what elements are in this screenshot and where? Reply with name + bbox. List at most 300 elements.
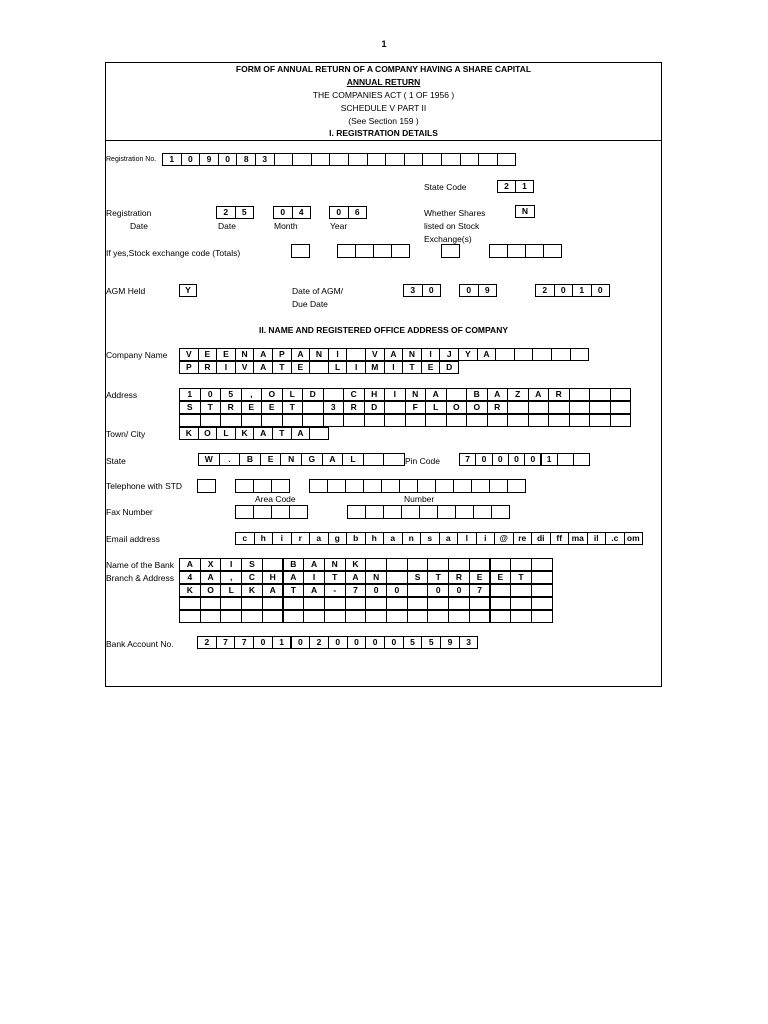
character-box[interactable] <box>589 401 611 414</box>
character-box[interactable] <box>528 414 550 427</box>
character-box[interactable] <box>363 453 385 466</box>
character-box[interactable] <box>283 610 305 623</box>
character-box[interactable] <box>448 610 470 623</box>
character-box[interactable]: di <box>531 532 551 545</box>
telephone-area-box[interactable] <box>271 479 290 493</box>
character-box[interactable]: I <box>384 361 404 374</box>
character-box[interactable]: O <box>261 388 283 401</box>
fax-area-box[interactable] <box>289 505 308 519</box>
character-box[interactable] <box>386 571 408 584</box>
character-box[interactable]: I <box>384 388 406 401</box>
telephone-number-box[interactable] <box>507 479 526 493</box>
character-box[interactable]: C <box>241 571 263 584</box>
character-box[interactable] <box>427 610 449 623</box>
character-box[interactable]: F <box>405 401 427 414</box>
character-box[interactable]: 0 <box>291 636 311 649</box>
character-box[interactable]: N <box>235 348 255 361</box>
character-box[interactable]: il <box>587 532 607 545</box>
character-box[interactable] <box>548 401 570 414</box>
character-box[interactable]: I <box>216 361 236 374</box>
character-box[interactable] <box>311 153 331 166</box>
character-box[interactable]: n <box>402 532 422 545</box>
character-box[interactable]: O <box>198 427 218 440</box>
character-box[interactable] <box>570 348 590 361</box>
stock-exchange-box[interactable] <box>507 244 526 258</box>
telephone-number-box[interactable] <box>327 479 346 493</box>
character-box[interactable]: E <box>469 571 491 584</box>
fax-area-box[interactable] <box>253 505 272 519</box>
character-box[interactable]: ff <box>550 532 570 545</box>
character-box[interactable] <box>179 414 201 427</box>
stock-exchange-box[interactable] <box>489 244 508 258</box>
character-box[interactable]: A <box>384 348 404 361</box>
telephone-number-box[interactable] <box>435 479 454 493</box>
character-box[interactable] <box>466 414 488 427</box>
character-box[interactable]: 1 <box>515 180 534 193</box>
character-box[interactable] <box>200 414 222 427</box>
character-box[interactable]: E <box>291 361 311 374</box>
character-box[interactable]: K <box>235 427 255 440</box>
telephone-number-box[interactable] <box>471 479 490 493</box>
character-box[interactable] <box>303 610 325 623</box>
stock-exchange-box[interactable] <box>373 244 392 258</box>
shares-listed-value[interactable]: N <box>515 205 535 218</box>
character-box[interactable]: , <box>220 571 242 584</box>
character-box[interactable] <box>261 414 283 427</box>
character-box[interactable] <box>220 610 242 623</box>
character-box[interactable] <box>448 558 470 571</box>
character-box[interactable]: g <box>328 532 348 545</box>
character-box[interactable]: 7 <box>459 453 476 466</box>
character-box[interactable] <box>478 153 498 166</box>
character-box[interactable]: T <box>282 401 304 414</box>
character-box[interactable] <box>469 558 491 571</box>
telephone-area-box[interactable] <box>253 479 272 493</box>
character-box[interactable]: 0 <box>508 453 525 466</box>
fax-number-box[interactable] <box>473 505 492 519</box>
character-box[interactable] <box>303 597 325 610</box>
character-box[interactable]: A <box>487 388 509 401</box>
telephone-number-box[interactable] <box>381 479 400 493</box>
character-box[interactable]: .c <box>605 532 625 545</box>
stock-exchange-box[interactable] <box>391 244 410 258</box>
character-box[interactable]: V <box>365 348 385 361</box>
character-box[interactable] <box>407 558 429 571</box>
stock-exchange-box[interactable] <box>291 244 310 258</box>
telephone-number-box[interactable] <box>489 479 508 493</box>
character-box[interactable] <box>384 414 406 427</box>
character-box[interactable]: 1 <box>572 284 592 297</box>
character-box[interactable]: 4 <box>179 571 201 584</box>
character-box[interactable]: A <box>322 453 344 466</box>
character-box[interactable]: V <box>179 348 199 361</box>
character-box[interactable] <box>551 348 571 361</box>
character-box[interactable]: 2 <box>535 284 555 297</box>
character-box[interactable]: I <box>421 348 441 361</box>
character-box[interactable] <box>302 414 324 427</box>
character-box[interactable]: 0 <box>492 453 509 466</box>
character-box[interactable] <box>407 597 429 610</box>
character-box[interactable] <box>179 610 201 623</box>
character-box[interactable] <box>425 414 447 427</box>
character-box[interactable]: A <box>200 571 222 584</box>
character-box[interactable]: 8 <box>236 153 256 166</box>
character-box[interactable]: A <box>528 388 550 401</box>
character-box[interactable] <box>179 597 201 610</box>
character-box[interactable]: 7 <box>345 584 367 597</box>
character-box[interactable] <box>531 584 553 597</box>
character-box[interactable]: @ <box>494 532 514 545</box>
character-box[interactable]: T <box>200 401 222 414</box>
character-box[interactable]: B <box>283 558 305 571</box>
character-box[interactable] <box>573 453 590 466</box>
character-box[interactable]: 0 <box>329 206 349 219</box>
character-box[interactable] <box>404 153 424 166</box>
fax-area-box[interactable] <box>271 505 290 519</box>
character-box[interactable] <box>383 453 405 466</box>
character-box[interactable]: h <box>254 532 274 545</box>
fax-number-box[interactable] <box>401 505 420 519</box>
character-box[interactable]: H <box>364 388 386 401</box>
character-box[interactable]: b <box>346 532 366 545</box>
agm-held-value[interactable]: Y <box>179 284 197 297</box>
character-box[interactable]: 0 <box>422 284 442 297</box>
character-box[interactable] <box>469 610 491 623</box>
character-box[interactable]: re <box>513 532 533 545</box>
character-box[interactable]: 1 <box>272 636 292 649</box>
character-box[interactable]: 0 <box>181 153 201 166</box>
character-box[interactable] <box>343 414 365 427</box>
fax-number-box[interactable] <box>455 505 474 519</box>
character-box[interactable]: A <box>291 348 311 361</box>
character-box[interactable]: L <box>282 388 304 401</box>
character-box[interactable] <box>610 401 632 414</box>
character-box[interactable]: a <box>383 532 403 545</box>
character-box[interactable]: R <box>220 401 242 414</box>
character-box[interactable]: l <box>457 532 477 545</box>
character-box[interactable]: A <box>253 427 273 440</box>
character-box[interactable] <box>345 610 367 623</box>
character-box[interactable] <box>407 610 429 623</box>
character-box[interactable] <box>569 414 591 427</box>
character-box[interactable] <box>323 414 345 427</box>
stock-exchange-box[interactable] <box>355 244 374 258</box>
character-box[interactable]: a <box>309 532 329 545</box>
character-box[interactable]: - <box>324 584 346 597</box>
character-box[interactable] <box>507 401 529 414</box>
character-box[interactable]: 0 <box>524 453 541 466</box>
character-box[interactable]: 5 <box>421 636 441 649</box>
character-box[interactable] <box>241 597 263 610</box>
character-box[interactable] <box>507 414 529 427</box>
character-box[interactable] <box>490 584 512 597</box>
character-box[interactable] <box>386 597 408 610</box>
character-box[interactable] <box>384 401 406 414</box>
character-box[interactable] <box>386 558 408 571</box>
character-box[interactable] <box>241 414 263 427</box>
character-box[interactable] <box>446 388 468 401</box>
character-box[interactable]: S <box>241 558 263 571</box>
character-box[interactable] <box>490 597 512 610</box>
character-box[interactable] <box>241 610 263 623</box>
character-box[interactable]: E <box>490 571 512 584</box>
character-box[interactable]: R <box>448 571 470 584</box>
character-box[interactable] <box>309 427 329 440</box>
character-box[interactable]: 0 <box>448 584 470 597</box>
character-box[interactable]: A <box>253 361 273 374</box>
character-box[interactable] <box>532 348 552 361</box>
character-box[interactable]: R <box>343 401 365 414</box>
stock-exchange-box[interactable] <box>525 244 544 258</box>
character-box[interactable] <box>528 401 550 414</box>
character-box[interactable]: K <box>179 427 199 440</box>
character-box[interactable]: 0 <box>475 453 492 466</box>
character-box[interactable] <box>510 597 532 610</box>
character-box[interactable]: Z <box>507 388 529 401</box>
character-box[interactable]: 0 <box>365 636 385 649</box>
character-box[interactable]: 2 <box>497 180 516 193</box>
character-box[interactable] <box>262 558 284 571</box>
character-box[interactable] <box>422 153 442 166</box>
character-box[interactable]: E <box>260 453 282 466</box>
character-box[interactable] <box>514 348 534 361</box>
character-box[interactable]: T <box>272 427 292 440</box>
character-box[interactable]: T <box>402 361 422 374</box>
character-box[interactable] <box>589 388 611 401</box>
character-box[interactable]: L <box>328 361 348 374</box>
character-box[interactable] <box>510 558 532 571</box>
character-box[interactable] <box>329 153 349 166</box>
character-box[interactable]: M <box>365 361 385 374</box>
telephone-number-box[interactable] <box>309 479 328 493</box>
character-box[interactable] <box>448 597 470 610</box>
character-box[interactable] <box>490 610 512 623</box>
character-box[interactable]: Y <box>458 348 478 361</box>
character-box[interactable]: s <box>420 532 440 545</box>
character-box[interactable]: 0 <box>384 636 404 649</box>
character-box[interactable] <box>348 153 368 166</box>
character-box[interactable]: 7 <box>469 584 491 597</box>
character-box[interactable]: A <box>345 571 367 584</box>
character-box[interactable]: V <box>235 361 255 374</box>
telephone-number-box[interactable] <box>363 479 382 493</box>
character-box[interactable]: a <box>439 532 459 545</box>
character-box[interactable]: 7 <box>234 636 254 649</box>
stock-exchange-box[interactable] <box>337 244 356 258</box>
character-box[interactable]: S <box>179 401 201 414</box>
character-box[interactable]: 5 <box>403 636 423 649</box>
character-box[interactable]: N <box>280 453 302 466</box>
character-box[interactable]: h <box>365 532 385 545</box>
character-box[interactable] <box>531 571 553 584</box>
character-box[interactable]: 3 <box>255 153 275 166</box>
telephone-number-box[interactable] <box>399 479 418 493</box>
character-box[interactable] <box>490 558 512 571</box>
character-box[interactable]: I <box>220 558 242 571</box>
character-box[interactable] <box>386 610 408 623</box>
character-box[interactable]: B <box>239 453 261 466</box>
character-box[interactable]: r <box>291 532 311 545</box>
character-box[interactable]: 0 <box>427 584 449 597</box>
character-box[interactable]: R <box>198 361 218 374</box>
character-box[interactable]: S <box>407 571 429 584</box>
character-box[interactable] <box>569 401 591 414</box>
character-box[interactable]: i <box>476 532 496 545</box>
character-box[interactable]: 5 <box>235 206 255 219</box>
character-box[interactable]: 9 <box>478 284 498 297</box>
character-box[interactable]: 0 <box>253 636 273 649</box>
character-box[interactable] <box>367 153 387 166</box>
character-box[interactable]: T <box>272 361 292 374</box>
character-box[interactable] <box>531 558 553 571</box>
character-box[interactable] <box>569 388 591 401</box>
character-box[interactable] <box>497 153 517 166</box>
character-box[interactable]: I <box>346 361 366 374</box>
character-box[interactable]: N <box>405 388 427 401</box>
character-box[interactable] <box>345 597 367 610</box>
fax-number-box[interactable] <box>437 505 456 519</box>
character-box[interactable] <box>427 597 449 610</box>
character-box[interactable] <box>292 153 312 166</box>
character-box[interactable]: O <box>200 584 222 597</box>
character-box[interactable]: O <box>466 401 488 414</box>
character-box[interactable]: J <box>439 348 459 361</box>
character-box[interactable]: C <box>343 388 365 401</box>
character-box[interactable]: 1 <box>162 153 182 166</box>
character-box[interactable]: E <box>216 348 236 361</box>
character-box[interactable]: I <box>303 571 325 584</box>
character-box[interactable]: H <box>262 571 284 584</box>
character-box[interactable]: P <box>179 361 199 374</box>
stock-exchange-box[interactable] <box>441 244 460 258</box>
character-box[interactable] <box>365 558 387 571</box>
character-box[interactable] <box>365 610 387 623</box>
character-box[interactable]: I <box>328 348 348 361</box>
character-box[interactable]: 2 <box>309 636 329 649</box>
character-box[interactable] <box>323 388 345 401</box>
character-box[interactable]: 0 <box>347 636 367 649</box>
fax-number-box[interactable] <box>419 505 438 519</box>
character-box[interactable]: N <box>365 571 387 584</box>
character-box[interactable]: T <box>283 584 305 597</box>
character-box[interactable] <box>274 153 294 166</box>
character-box[interactable]: R <box>548 388 570 401</box>
character-box[interactable]: N <box>309 348 329 361</box>
character-box[interactable]: 0 <box>365 584 387 597</box>
character-box[interactable] <box>487 414 509 427</box>
character-box[interactable] <box>364 414 386 427</box>
character-box[interactable] <box>531 597 553 610</box>
character-box[interactable] <box>589 414 611 427</box>
character-box[interactable] <box>548 414 570 427</box>
character-box[interactable]: A <box>262 584 284 597</box>
stock-exchange-box[interactable] <box>543 244 562 258</box>
character-box[interactable] <box>283 597 305 610</box>
character-box[interactable] <box>441 153 461 166</box>
character-box[interactable]: 3 <box>459 636 479 649</box>
character-box[interactable] <box>469 597 491 610</box>
character-box[interactable]: D <box>302 388 324 401</box>
character-box[interactable]: T <box>510 571 532 584</box>
fax-number-box[interactable] <box>347 505 366 519</box>
character-box[interactable]: , <box>241 388 263 401</box>
telephone-number-box[interactable] <box>453 479 472 493</box>
telephone-number-box[interactable] <box>417 479 436 493</box>
character-box[interactable]: L <box>425 401 447 414</box>
character-box[interactable]: E <box>241 401 263 414</box>
character-box[interactable]: N <box>402 348 422 361</box>
character-box[interactable]: R <box>487 401 509 414</box>
character-box[interactable]: A <box>253 348 273 361</box>
character-box[interactable] <box>200 610 222 623</box>
character-box[interactable] <box>510 610 532 623</box>
character-box[interactable]: 0 <box>328 636 348 649</box>
character-box[interactable]: A <box>291 427 311 440</box>
character-box[interactable]: A <box>303 584 325 597</box>
character-box[interactable]: 1 <box>541 453 558 466</box>
character-box[interactable]: A <box>425 388 447 401</box>
character-box[interactable]: L <box>342 453 364 466</box>
telephone-area-box[interactable] <box>235 479 254 493</box>
fax-number-box[interactable] <box>491 505 510 519</box>
character-box[interactable]: 3 <box>323 401 345 414</box>
character-box[interactable]: E <box>421 361 441 374</box>
character-box[interactable]: O <box>446 401 468 414</box>
character-box[interactable]: 0 <box>554 284 574 297</box>
character-box[interactable]: L <box>220 584 242 597</box>
character-box[interactable]: T <box>427 571 449 584</box>
fax-number-box[interactable] <box>383 505 402 519</box>
character-box[interactable] <box>531 610 553 623</box>
character-box[interactable]: 3 <box>403 284 423 297</box>
character-box[interactable] <box>405 414 427 427</box>
character-box[interactable]: D <box>439 361 459 374</box>
character-box[interactable]: A <box>179 558 201 571</box>
character-box[interactable]: A <box>283 571 305 584</box>
character-box[interactable]: A <box>303 558 325 571</box>
character-box[interactable]: 0 <box>459 284 479 297</box>
character-box[interactable]: K <box>179 584 201 597</box>
character-box[interactable]: K <box>345 558 367 571</box>
character-box[interactable] <box>346 348 366 361</box>
character-box[interactable]: i <box>272 532 292 545</box>
character-box[interactable]: K <box>241 584 263 597</box>
character-box[interactable]: 2 <box>216 206 236 219</box>
character-box[interactable]: G <box>301 453 323 466</box>
character-box[interactable]: L <box>216 427 236 440</box>
character-box[interactable] <box>460 153 480 166</box>
character-box[interactable]: P <box>272 348 292 361</box>
character-box[interactable]: 9 <box>199 153 219 166</box>
character-box[interactable] <box>365 597 387 610</box>
character-box[interactable] <box>610 414 632 427</box>
character-box[interactable] <box>557 453 574 466</box>
character-box[interactable] <box>262 597 284 610</box>
character-box[interactable]: T <box>324 571 346 584</box>
character-box[interactable]: 2 <box>197 636 217 649</box>
character-box[interactable]: 0 <box>218 153 238 166</box>
character-box[interactable] <box>262 610 284 623</box>
character-box[interactable]: 7 <box>216 636 236 649</box>
character-box[interactable] <box>220 414 242 427</box>
character-box[interactable] <box>282 414 304 427</box>
character-box[interactable]: E <box>198 348 218 361</box>
character-box[interactable]: X <box>200 558 222 571</box>
character-box[interactable] <box>302 401 324 414</box>
character-box[interactable]: 0 <box>273 206 293 219</box>
character-box[interactable] <box>610 388 632 401</box>
character-box[interactable] <box>385 153 405 166</box>
